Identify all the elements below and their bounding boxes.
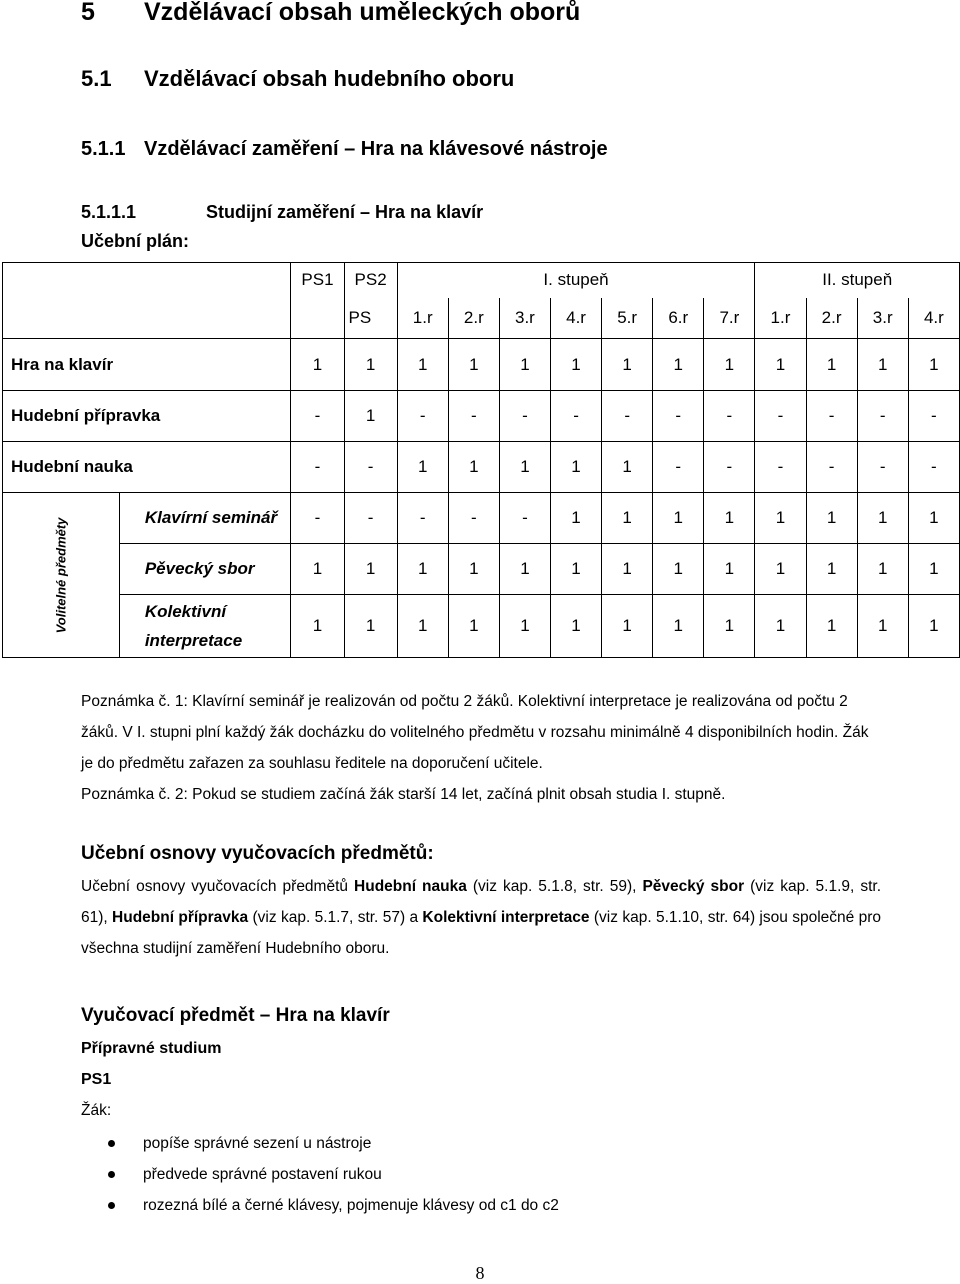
- header-ps1: PS1: [291, 263, 344, 298]
- heading-2-number: 5.1: [81, 66, 112, 91]
- table-cell: 1: [344, 595, 397, 658]
- bullet-icon: [108, 1202, 115, 1209]
- table-cell: 1: [499, 544, 550, 595]
- heading-1-text: Vzdělávací obsah uměleckých oborů: [144, 0, 581, 26]
- curriculum-table: [2, 262, 960, 658]
- table-cell: 1: [291, 544, 344, 595]
- table-cell: -: [704, 442, 755, 493]
- osnovy-heading: Učební osnovy vyučovacích předmětů:: [81, 843, 434, 864]
- table-cell: -: [344, 493, 397, 544]
- table-cell: -: [908, 442, 959, 493]
- table-cell: 1: [806, 595, 857, 658]
- year-label: 2.r: [448, 298, 499, 339]
- table-cell: 1: [653, 493, 704, 544]
- elective-label-cell: [3, 493, 120, 658]
- osnovy-text: (viz kap. 5.1.9, str. 61),: [81, 878, 882, 926]
- table-cell: 1: [704, 595, 755, 658]
- list-item: [81, 1128, 559, 1159]
- table-cell: -: [499, 493, 550, 544]
- table-cell: -: [344, 442, 397, 493]
- table-row: [3, 595, 960, 658]
- table-cell: 1: [755, 595, 806, 658]
- year-label: 1.r: [755, 298, 806, 339]
- table-cell: 1: [755, 339, 806, 391]
- table-cell: -: [397, 493, 448, 544]
- table-cell: 1: [397, 339, 448, 391]
- table-cell: 1: [857, 493, 908, 544]
- osnovy-link-interpretace: Kolektivní interpretace: [422, 909, 590, 926]
- row-name-line-1: Kolektivní: [144, 602, 227, 621]
- table-cell: 1: [806, 544, 857, 595]
- table-cell: 1: [397, 544, 448, 595]
- year-label: 6.r: [653, 298, 704, 339]
- table-cell: 1: [857, 595, 908, 658]
- row-name-line-2: interpretace: [144, 631, 243, 650]
- table-cell: -: [857, 442, 908, 493]
- table-cell: 1: [499, 595, 550, 658]
- table-cell: -: [653, 391, 704, 442]
- table-cell: 1: [499, 442, 550, 493]
- table-cell: 1: [857, 339, 908, 391]
- table-cell: -: [908, 391, 959, 442]
- table-cell: 1: [344, 391, 397, 442]
- row-name: Klavírní seminář: [119, 493, 291, 544]
- note-1: Poznámka č. 1: Klavírní seminář je realizován od počtu 2 žáků. Kolektivní interpretace je realizována od počtu 2 žáků. V I. stupni plní každý žák docházku do volitelného předmětu v rozsahu minimálně 4 disponibilních hodin. Žák je do předmětu zařazen za souhlasu ředitele na doporučení učitele.: [81, 693, 869, 772]
- notes: [81, 686, 881, 810]
- table-row: [3, 391, 960, 442]
- list-item: [81, 1190, 559, 1221]
- table-cell: 1: [291, 595, 344, 658]
- year-label: 4.r: [908, 298, 959, 339]
- header-ps1-empty: [291, 298, 344, 339]
- table-cell: 1: [908, 493, 959, 544]
- table-cell: 1: [908, 544, 959, 595]
- table-cell: 1: [602, 442, 653, 493]
- table-cell: 1: [704, 339, 755, 391]
- osnovy-link-sbor: Pěvecký sbor: [642, 878, 745, 895]
- table-cell: 1: [908, 339, 959, 391]
- table-cell: 1: [602, 339, 653, 391]
- table-cell: -: [653, 442, 704, 493]
- row-name: Hudební nauka: [3, 442, 291, 493]
- heading-4-number: 5.1.1.1: [81, 202, 137, 222]
- table-cell: 1: [602, 493, 653, 544]
- header-stage-2: II. stupeň: [755, 263, 960, 298]
- table-cell: 1: [704, 493, 755, 544]
- year-label: 7.r: [704, 298, 755, 339]
- heading-1-number: 5: [81, 0, 95, 26]
- table-cell: 1: [448, 442, 499, 493]
- elective-label: Volitelné předměty: [53, 517, 69, 634]
- year-label: 2.r: [806, 298, 857, 339]
- table-row: [3, 339, 960, 391]
- note-2: Poznámka č. 2: Pokud se studiem začíná žák starší 14 let, začíná plnit obsah studia I. stupně.: [81, 786, 726, 803]
- page-number: 8: [475, 1263, 485, 1283]
- table-cell: 1: [602, 595, 653, 658]
- osnovy-paragraph: [81, 871, 881, 964]
- year-label: 4.r: [550, 298, 601, 339]
- header-ps: PS: [344, 298, 397, 339]
- ps1-label: PS1: [81, 1071, 112, 1088]
- table-cell: 1: [448, 339, 499, 391]
- year-label: 3.r: [499, 298, 550, 339]
- row-name: Hudební přípravka: [3, 391, 291, 442]
- table-cell: 1: [704, 544, 755, 595]
- header-row-1: [3, 263, 960, 298]
- table-cell: -: [806, 442, 857, 493]
- table-cell: -: [602, 391, 653, 442]
- row-name: Hra na klavír: [3, 339, 291, 391]
- table-cell: 1: [653, 544, 704, 595]
- list-item-text: rozezná bílé a černé klávesy, pojmenuje klávesy od c1 do c2: [143, 1197, 559, 1214]
- table-cell: 1: [806, 493, 857, 544]
- table-cell: 1: [550, 442, 601, 493]
- table-row: [3, 544, 960, 595]
- student-label: Žák:: [81, 1102, 112, 1119]
- table-cell: -: [550, 391, 601, 442]
- table-cell: 1: [550, 544, 601, 595]
- table-cell: 1: [448, 595, 499, 658]
- table-cell: -: [857, 391, 908, 442]
- table-cell: 1: [653, 595, 704, 658]
- table-cell: 1: [755, 493, 806, 544]
- list-item: [81, 1159, 559, 1190]
- bullet-icon: [108, 1171, 115, 1178]
- osnovy-text: Učební osnovy vyučovacích předmětů: [81, 878, 355, 895]
- list-item-text: popíše správné sezení u nástroje: [143, 1135, 372, 1152]
- table-cell: 1: [344, 339, 397, 391]
- table-cell: -: [755, 442, 806, 493]
- table-cell: 1: [755, 544, 806, 595]
- table-cell: -: [448, 391, 499, 442]
- table-cell: -: [291, 493, 344, 544]
- header-empty-cell: [3, 263, 291, 339]
- osnovy-link-nauka: Hudební nauka: [354, 878, 467, 895]
- osnovy-link-pripravka: Hudební přípravka: [112, 909, 249, 926]
- table-cell: 1: [857, 544, 908, 595]
- heading-3-number: 5.1.1: [81, 138, 126, 160]
- heading-4-text: Studijní zaměření – Hra na klavír: [206, 202, 484, 222]
- table-cell: 1: [397, 595, 448, 658]
- table-row: [3, 442, 960, 493]
- table-cell: -: [806, 391, 857, 442]
- table-cell: 1: [291, 339, 344, 391]
- osnovy-text: (viz kap. 5.1.8, str. 59),: [466, 878, 643, 895]
- table-cell: -: [704, 391, 755, 442]
- row-name: Pěvecký sbor: [119, 544, 291, 595]
- table-cell: 1: [344, 544, 397, 595]
- table-cell: -: [291, 442, 344, 493]
- table-cell: 1: [602, 544, 653, 595]
- table-cell: 1: [397, 442, 448, 493]
- year-label: 1.r: [397, 298, 448, 339]
- table-cell: 1: [550, 339, 601, 391]
- table-cell: -: [499, 391, 550, 442]
- table-cell: -: [397, 391, 448, 442]
- table-cell: 1: [499, 339, 550, 391]
- row-name: [119, 595, 291, 658]
- osnovy-text: (viz kap. 5.1.7, str. 57) a: [248, 909, 423, 926]
- table-cell: 1: [448, 544, 499, 595]
- table-cell: 1: [806, 339, 857, 391]
- table-row: [3, 493, 960, 544]
- prep-study-label: Přípravné studium: [81, 1040, 222, 1057]
- outcomes-list: [81, 1128, 559, 1221]
- header-stage-1: I. stupeň: [397, 263, 755, 298]
- osnovy-text: (viz kap. 5.1.10, str. 64) jsou společné pro všechna studijní zaměření Hudebního oboru.: [81, 909, 881, 957]
- table-cell: 1: [908, 595, 959, 658]
- table-cell: -: [755, 391, 806, 442]
- list-item-text: předvede správné postavení rukou: [143, 1166, 382, 1183]
- year-label: 3.r: [857, 298, 908, 339]
- heading-2-text: Vzdělávací obsah hudebního oboru: [144, 66, 515, 91]
- table-cell: 1: [653, 339, 704, 391]
- heading-3-text: Vzdělávací zaměření – Hra na klávesové nástroje: [144, 138, 608, 160]
- table-cell: -: [448, 493, 499, 544]
- subject-heading: Vyučovací předmět – Hra na klavír: [81, 1005, 390, 1026]
- plan-label: Učební plán:: [81, 231, 190, 251]
- bullet-icon: [108, 1140, 115, 1147]
- table-cell: 1: [550, 595, 601, 658]
- table-cell: -: [291, 391, 344, 442]
- header-ps2: PS2: [344, 263, 397, 298]
- table-cell: 1: [550, 493, 601, 544]
- year-label: 5.r: [602, 298, 653, 339]
